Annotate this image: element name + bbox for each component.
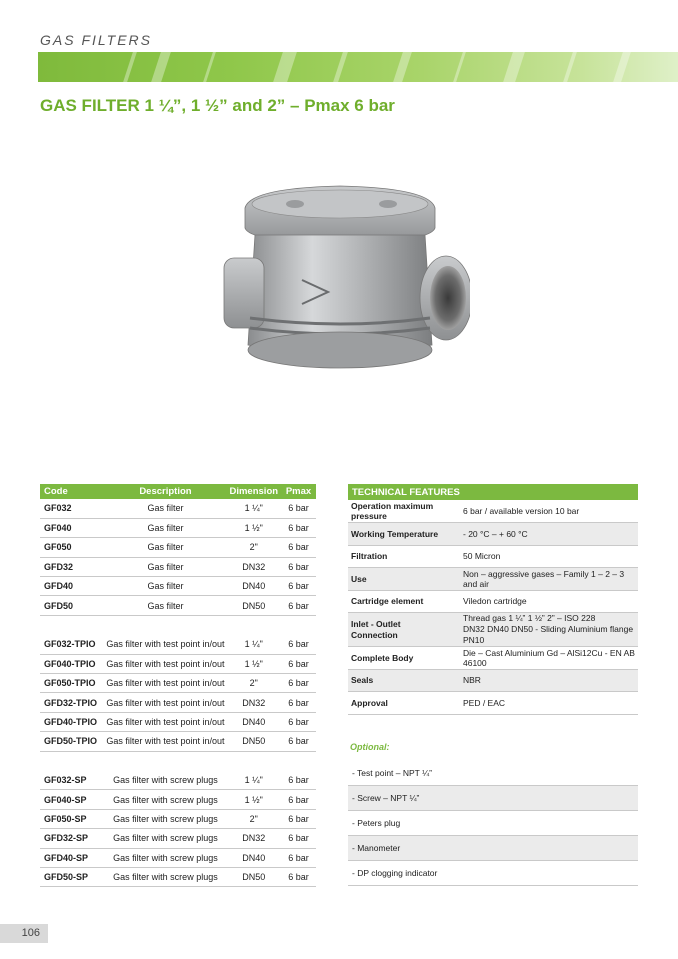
cell-pmax: 6 bar xyxy=(281,557,316,576)
cell-description: Gas filter with screw plugs xyxy=(104,770,226,789)
cell-code: GFD32-TPIO xyxy=(40,693,104,712)
list-item: - Peters plug xyxy=(348,811,638,836)
table-row xyxy=(40,674,316,693)
col-header-code: Code xyxy=(40,484,104,499)
table-row xyxy=(40,518,316,537)
table-row xyxy=(40,557,316,576)
gas-filter-product-image xyxy=(210,180,470,390)
list-item: - Manometer xyxy=(348,836,638,861)
table-row xyxy=(40,712,316,731)
cell-code: GF032 xyxy=(40,499,104,518)
cell-dimension: 1 ½" xyxy=(226,790,281,809)
cell-pmax: 6 bar xyxy=(281,499,316,518)
cell-code: GF050-SP xyxy=(40,809,104,828)
feature-label: Working Temperature xyxy=(348,523,460,546)
page-heading: GAS FILTER 1 ¼”, 1 ½” and 2” – Pmax 6 bar xyxy=(40,96,395,115)
table-row xyxy=(348,692,638,715)
feature-value xyxy=(460,613,638,647)
list-item: - Test point – NPT ¼” xyxy=(348,761,638,786)
cell-description: Gas filter xyxy=(104,499,226,518)
cell-description: Gas filter with screw plugs xyxy=(104,848,226,867)
cell-code: GF050-TPIO xyxy=(40,674,104,693)
feature-value: 50 Micron xyxy=(460,545,638,568)
cell-dimension: 1 ½" xyxy=(226,518,281,537)
cell-description: Gas filter with test point in/out xyxy=(104,712,226,731)
feature-value: Die – Cast Aluminium Gd – AlSi12Cu - EN AB 46100 xyxy=(460,647,638,670)
table-row xyxy=(348,500,638,523)
cell-code: GF040-TPIO xyxy=(40,654,104,673)
cell-pmax: 6 bar xyxy=(281,770,316,789)
technical-features-title: TECHNICAL FEATURES xyxy=(348,484,638,500)
cell-description: Gas filter with test point in/out xyxy=(104,674,226,693)
cell-dimension: 2" xyxy=(226,674,281,693)
cell-dimension: DN40 xyxy=(226,848,281,867)
cell-description: Gas filter xyxy=(104,596,226,615)
feature-value: PED / EAC xyxy=(460,692,638,715)
cell-code: GF032-SP xyxy=(40,770,104,789)
feature-label: Complete Body xyxy=(348,647,460,670)
cell-pmax: 6 bar xyxy=(281,848,316,867)
cell-description: Gas filter xyxy=(104,518,226,537)
cell-dimension: DN40 xyxy=(226,577,281,596)
cell-pmax: 6 bar xyxy=(281,829,316,848)
col-header-pmax: Pmax xyxy=(281,484,316,499)
cell-dimension: DN50 xyxy=(226,732,281,751)
cell-code: GF040-SP xyxy=(40,790,104,809)
feature-label xyxy=(348,613,460,647)
page-number: 106 xyxy=(0,924,48,943)
feature-label: Filtration xyxy=(348,545,460,568)
feature-label: Use xyxy=(348,568,460,591)
cell-dimension: DN50 xyxy=(226,596,281,615)
cell-pmax: 6 bar xyxy=(281,596,316,615)
optional-title: Optional: xyxy=(350,742,390,752)
cell-dimension: DN32 xyxy=(226,829,281,848)
cell-dimension: 1 ¼" xyxy=(226,770,281,789)
feature-label-line: Connection xyxy=(351,629,398,640)
cell-code: GFD40 xyxy=(40,577,104,596)
table-row xyxy=(40,596,316,615)
cell-pmax: 6 bar xyxy=(281,538,316,557)
table-header-row xyxy=(40,484,316,499)
feature-label: Seals xyxy=(348,669,460,692)
optional-list xyxy=(348,761,638,886)
feature-label: Operation maximum pressure xyxy=(348,500,460,523)
cell-dimension: DN50 xyxy=(226,867,281,886)
feature-value-line: DN32 DN40 DN50 - Sliding Aluminium flange PN10 xyxy=(463,624,634,645)
cell-description: Gas filter with screw plugs xyxy=(104,867,226,886)
cell-code: GF032-TPIO xyxy=(40,635,104,654)
table-row xyxy=(40,867,316,886)
cell-pmax: 6 bar xyxy=(281,693,316,712)
cell-code: GFD50 xyxy=(40,596,104,615)
cell-dimension: 1 ¼" xyxy=(226,499,281,518)
cell-description: Gas filter xyxy=(104,577,226,596)
cell-code: GFD32 xyxy=(40,557,104,576)
table-row xyxy=(348,568,638,591)
cell-description: Gas filter with screw plugs xyxy=(104,809,226,828)
table-row xyxy=(40,538,316,557)
table-row xyxy=(40,732,316,751)
cell-description: Gas filter with test point in/out xyxy=(104,654,226,673)
cell-description: Gas filter with screw plugs xyxy=(104,790,226,809)
table-row xyxy=(348,647,638,670)
feature-value-line: Thread gas 1 ¼” 1 ½” 2” – ISO 228 xyxy=(463,613,596,623)
feature-value: 6 bar / available version 10 bar xyxy=(460,500,638,523)
list-item: - Screw – NPT ¼” xyxy=(348,786,638,811)
cell-code: GFD40-SP xyxy=(40,848,104,867)
table-row xyxy=(348,613,638,647)
cell-pmax: 6 bar xyxy=(281,654,316,673)
cell-description: Gas filter xyxy=(104,538,226,557)
section-title: GAS FILTERS xyxy=(40,32,152,48)
feature-label: Approval xyxy=(348,692,460,715)
cell-dimension: 2" xyxy=(226,538,281,557)
table-group-spacer xyxy=(40,615,316,634)
table-row xyxy=(40,577,316,596)
cell-dimension: 1 ¼" xyxy=(226,635,281,654)
cell-pmax: 6 bar xyxy=(281,674,316,693)
cell-pmax: 6 bar xyxy=(281,635,316,654)
cell-code: GFD32-SP xyxy=(40,829,104,848)
table-row xyxy=(40,635,316,654)
table-row xyxy=(40,829,316,848)
cell-dimension: DN32 xyxy=(226,693,281,712)
cell-pmax: 6 bar xyxy=(281,732,316,751)
table-group-spacer xyxy=(40,751,316,770)
table-row xyxy=(40,654,316,673)
cell-description: Gas filter with test point in/out xyxy=(104,732,226,751)
cell-pmax: 6 bar xyxy=(281,518,316,537)
spacer-cell xyxy=(40,751,316,770)
table-row xyxy=(348,669,638,692)
feature-value: Non – aggressive gases – Family 1 – 2 – 3 and air xyxy=(460,568,638,591)
cell-pmax: 6 bar xyxy=(281,790,316,809)
table-row xyxy=(40,499,316,518)
feature-label-line: Inlet - Outlet xyxy=(351,618,401,629)
feature-value: Viledon cartridge xyxy=(460,590,638,613)
cell-description: Gas filter with test point in/out xyxy=(104,693,226,712)
cell-pmax: 6 bar xyxy=(281,712,316,731)
table-row xyxy=(40,848,316,867)
technical-features-table xyxy=(348,484,638,715)
table-row xyxy=(40,790,316,809)
table-row xyxy=(40,809,316,828)
table-row xyxy=(40,693,316,712)
cell-dimension: 2" xyxy=(226,809,281,828)
cell-code: GF050 xyxy=(40,538,104,557)
table-row xyxy=(348,545,638,568)
cell-pmax: 6 bar xyxy=(281,867,316,886)
cell-dimension: DN32 xyxy=(226,557,281,576)
feature-label: Cartridge element xyxy=(348,590,460,613)
table-row xyxy=(348,523,638,546)
table-row xyxy=(348,590,638,613)
col-header-dimension: Dimension xyxy=(226,484,281,499)
cell-pmax: 6 bar xyxy=(281,809,316,828)
feature-value: NBR xyxy=(460,669,638,692)
list-item: - DP clogging indicator xyxy=(348,861,638,886)
header-banner xyxy=(38,52,678,82)
col-header-description: Description xyxy=(104,484,226,499)
cell-code: GFD50-SP xyxy=(40,867,104,886)
cell-dimension: 1 ½" xyxy=(226,654,281,673)
cell-code: GFD50-TPIO xyxy=(40,732,104,751)
spacer-cell xyxy=(40,615,316,634)
cell-description: Gas filter xyxy=(104,557,226,576)
cell-code: GFD40-TPIO xyxy=(40,712,104,731)
cell-description: Gas filter with screw plugs xyxy=(104,829,226,848)
cell-pmax: 6 bar xyxy=(281,577,316,596)
feature-value: - 20 °C – + 60 °C xyxy=(460,523,638,546)
product-code-table xyxy=(40,484,316,887)
table-row xyxy=(40,770,316,789)
cell-code: GF040 xyxy=(40,518,104,537)
cell-description: Gas filter with test point in/out xyxy=(104,635,226,654)
cell-dimension: DN40 xyxy=(226,712,281,731)
